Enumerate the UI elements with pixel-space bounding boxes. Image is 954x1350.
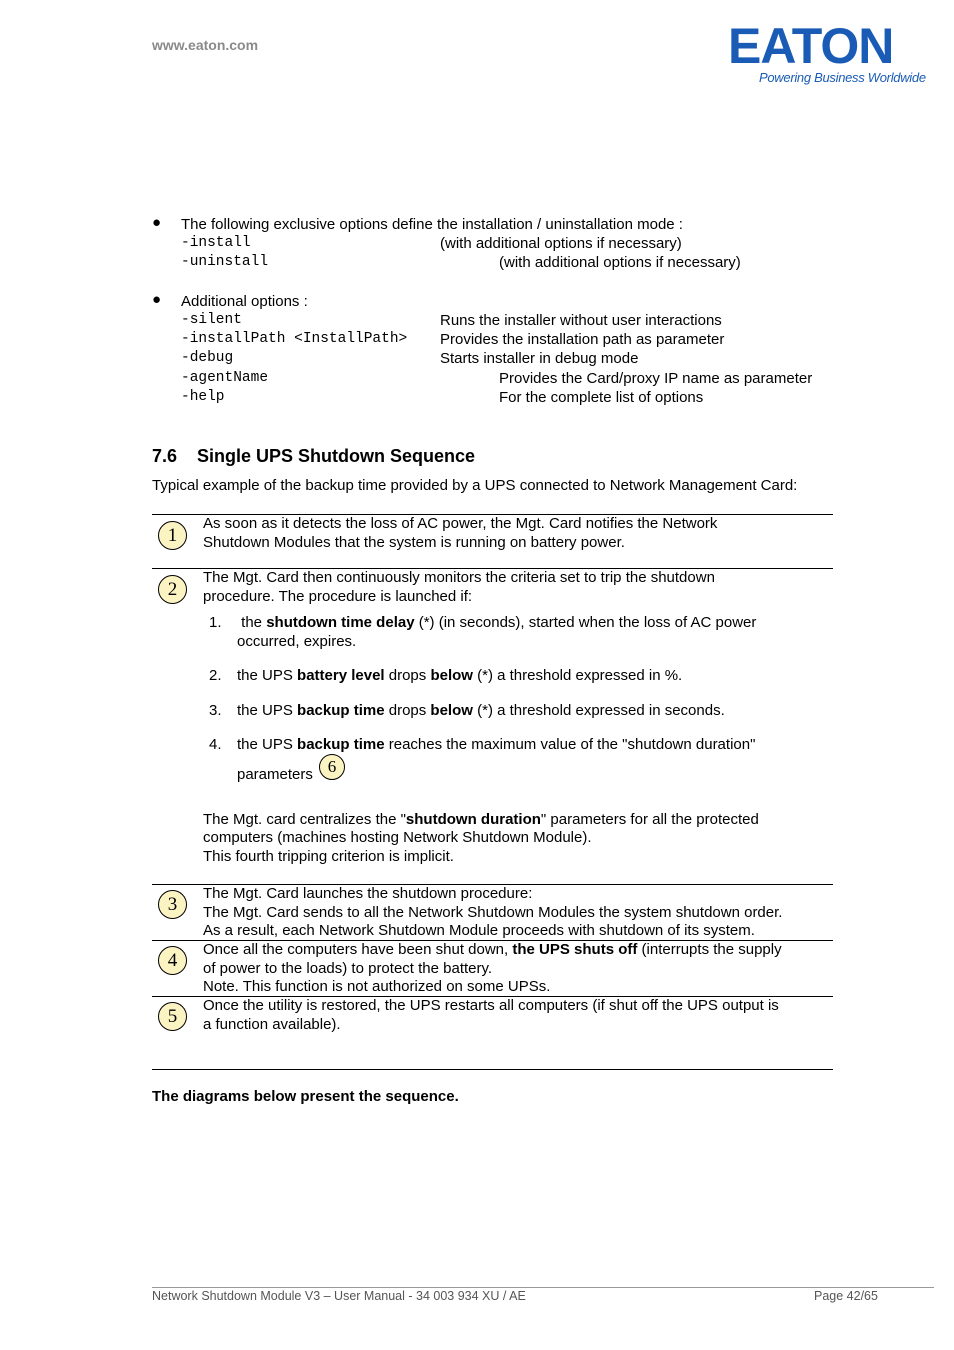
section-intro: Typical example of the backup time provided by a UPS connected to Network Management Card: (152, 477, 798, 494)
step-text: of power to the loads) to protect the battery. (203, 960, 493, 977)
step-note: The Mgt. card centralizes the "shutdown duration" parameters for all the protected (203, 811, 759, 828)
step-text: Shutdown Modules that the system is running on battery power. (203, 534, 625, 551)
step-text: The Mgt. Card sends to all the Network Shutdown Modules the system shutdown order. (203, 904, 783, 921)
eaton-logo (728, 18, 928, 88)
footer-rule (152, 1287, 934, 1288)
criterion-text: the UPS backup time drops below (*) a threshold expressed in seconds. (237, 702, 725, 719)
option-name: -installPath <InstallPath> (181, 331, 408, 347)
option-desc: Starts installer in debug mode (440, 350, 639, 367)
option-desc: Provides the Card/proxy IP name as parameter (499, 370, 813, 387)
option-name: -debug (181, 350, 234, 366)
criterion-number: 4. (209, 736, 222, 753)
criterion-text: the UPS backup time reaches the maximum value of the "shutdown duration" (237, 736, 756, 753)
step-number-badge: 2 (158, 575, 187, 604)
step-reference-badge: 6 (319, 754, 345, 780)
criterion-text: occurred, expires. (237, 633, 357, 650)
option-desc: Runs the installer without user interactions (440, 312, 722, 329)
page-number: Page 42/65 (814, 1289, 878, 1303)
step-number-badge: 3 (158, 890, 187, 919)
option-desc: (with additional options if necessary) (499, 254, 741, 271)
closing-note: The diagrams below present the sequence. (152, 1088, 459, 1105)
step-note: This fourth tripping criterion is implicit. (203, 848, 454, 865)
step-text: Note. This function is not authorized on some UPSs. (203, 978, 551, 995)
section-heading (152, 446, 475, 467)
step-number-badge: 1 (158, 521, 187, 550)
logo-wordmark: EATON (728, 18, 894, 74)
option-desc: Provides the installation path as parameter (440, 331, 725, 348)
website-url: www.eaton.com (152, 37, 259, 53)
logo-tagline: Powering Business Worldwide (759, 70, 926, 85)
option-desc: For the complete list of options (499, 389, 704, 406)
step-text: As a result, each Network Shutdown Module proceeds with shutdown of its system. (203, 922, 755, 939)
criterion-text: the shutdown time delay (*) (in seconds), started when the loss of AC power (237, 614, 757, 631)
step-text: procedure. The procedure is launched if: (203, 588, 473, 605)
step-number-badge: 4 (158, 946, 187, 975)
section-title: Single UPS Shutdown Sequence (197, 446, 476, 466)
bullet-icon: ● (152, 214, 162, 231)
footer-title: Network Shutdown Module V3 – User Manual - 34 003 934 XU / AE (152, 1289, 526, 1303)
step-text: The Mgt. Card then continuously monitors the criteria set to trip the shutdown (203, 569, 715, 586)
option-desc: (with additional options if necessary) (440, 235, 682, 252)
section-number: 7.6 (152, 446, 178, 466)
additional-options-intro: Additional options : (181, 293, 308, 310)
criterion-number: 1. (209, 614, 222, 631)
criterion-text: the UPS battery level drops below (*) a threshold expressed in %. (237, 667, 683, 684)
step-number-badge: 5 (158, 1002, 187, 1031)
table-bottom-rule (152, 1069, 833, 1070)
step-text: Once the utility is restored, the UPS restarts all computers (if shut off the UPS output is (203, 997, 779, 1014)
criterion-number: 3. (209, 702, 222, 719)
step-note: computers (machines hosting Network Shutdown Module). (203, 829, 592, 846)
option-name: -uninstall (181, 254, 269, 270)
option-name: -help (181, 389, 225, 405)
step-text: As soon as it detects the loss of AC power, the Mgt. Card notifies the Network (203, 515, 718, 532)
install-options-intro: The following exclusive options define the installation / uninstallation mode : (181, 216, 683, 233)
option-name: -install (181, 235, 251, 251)
step-text: a function available). (203, 1016, 341, 1033)
criterion-number: 2. (209, 667, 222, 684)
criterion-text: parameters (237, 766, 313, 783)
option-name: -agentName (181, 370, 269, 386)
step-text: Once all the computers have been shut down, the UPS shuts off (interrupts the supply (203, 941, 782, 958)
option-name: -silent (181, 312, 242, 328)
step-text: The Mgt. Card launches the shutdown procedure: (203, 885, 533, 902)
bullet-icon: ● (152, 291, 162, 308)
